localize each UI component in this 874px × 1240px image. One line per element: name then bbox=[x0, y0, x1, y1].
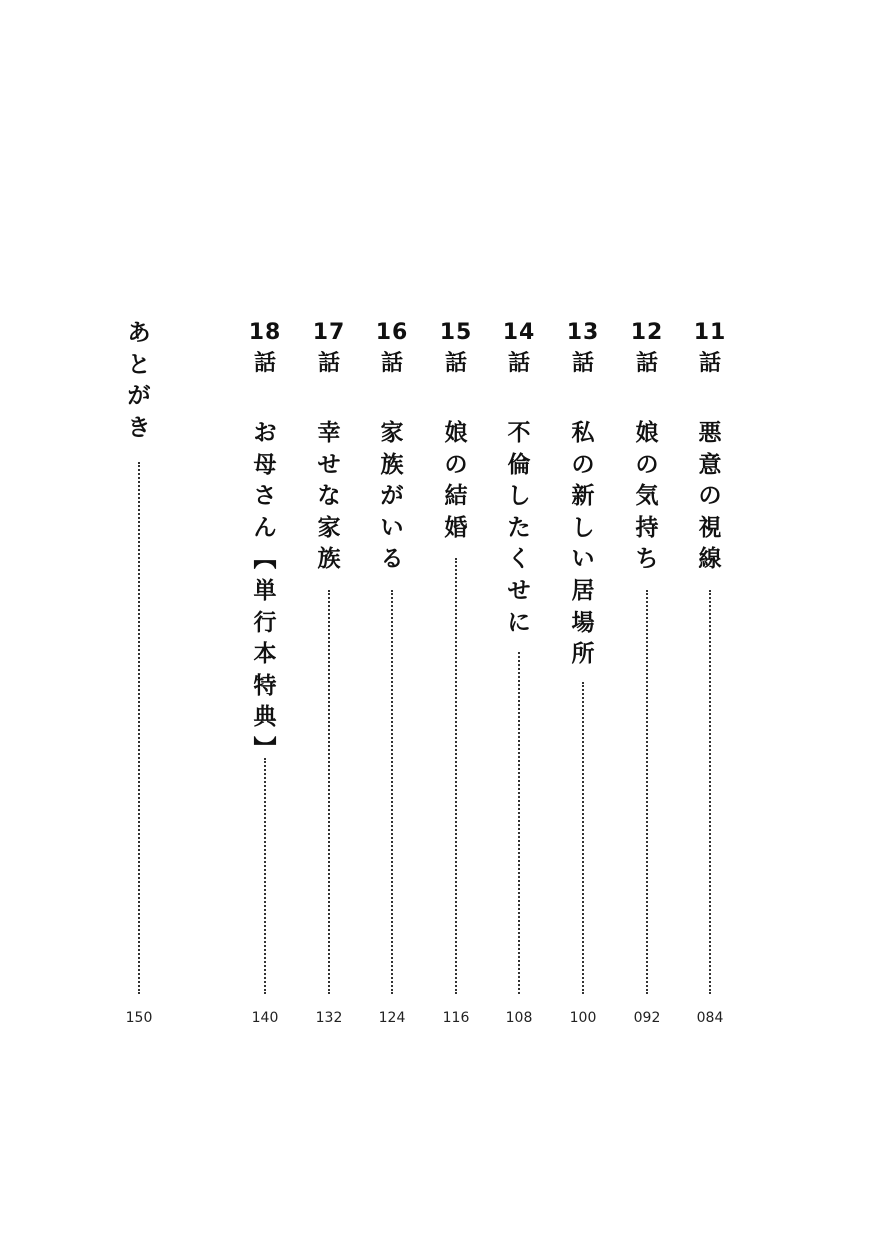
chapter-label bbox=[309, 318, 349, 380]
title-glyph: 特 bbox=[253, 672, 277, 699]
chapter-number: 11 bbox=[693, 320, 727, 345]
title-glyph: 所 bbox=[571, 641, 595, 668]
chapter-number: 17 bbox=[312, 320, 346, 345]
chapter-number: 15 bbox=[439, 320, 473, 345]
chapter-label bbox=[563, 318, 603, 380]
leader-dots bbox=[709, 590, 711, 994]
title-glyph: と bbox=[127, 351, 151, 378]
leader-dots bbox=[391, 590, 393, 994]
title-glyph: し bbox=[571, 514, 595, 541]
title-glyph: 線 bbox=[698, 546, 722, 573]
chapter-number: 16 bbox=[375, 320, 409, 345]
title-glyph: 幸 bbox=[317, 420, 341, 446]
title-glyph: 意 bbox=[698, 451, 722, 478]
title-glyph: ︻ bbox=[253, 546, 277, 573]
chapter-number: 18 bbox=[248, 320, 282, 345]
title-glyph: し bbox=[507, 483, 531, 510]
title-glyph: 本 bbox=[253, 641, 277, 668]
page-number: 140 bbox=[251, 1010, 279, 1026]
title-glyph: が bbox=[127, 383, 151, 410]
title-glyph: 典 bbox=[253, 704, 277, 731]
page-number: 124 bbox=[378, 1010, 406, 1026]
afterword-title bbox=[119, 318, 159, 444]
title-glyph: い bbox=[571, 546, 595, 573]
leader-dots bbox=[264, 758, 266, 994]
title-glyph: 娘 bbox=[635, 420, 659, 446]
page-number: 108 bbox=[505, 1010, 533, 1026]
title-glyph: 単 bbox=[253, 577, 277, 604]
toc-entry-11 bbox=[690, 318, 730, 1038]
title-glyph: に bbox=[507, 609, 531, 636]
chapter-label bbox=[627, 318, 667, 380]
title-glyph: の bbox=[698, 483, 722, 510]
page-number: 084 bbox=[696, 1010, 724, 1026]
toc-entry-18 bbox=[245, 318, 285, 1038]
title-glyph: せ bbox=[507, 577, 531, 604]
title-glyph: 場 bbox=[571, 609, 595, 636]
chapter-title bbox=[372, 418, 412, 576]
title-glyph: 家 bbox=[380, 420, 404, 446]
chapter-label bbox=[436, 318, 476, 380]
title-glyph: 倫 bbox=[507, 451, 531, 478]
chapter-suffix: 話 bbox=[444, 351, 467, 376]
title-glyph: 持 bbox=[635, 514, 659, 541]
title-glyph: ち bbox=[635, 546, 659, 573]
chapter-title bbox=[245, 418, 285, 766]
title-glyph: 新 bbox=[571, 483, 595, 510]
chapter-title bbox=[499, 418, 539, 639]
chapter-suffix: 話 bbox=[253, 351, 276, 376]
chapter-title bbox=[627, 418, 667, 576]
chapter-suffix: 話 bbox=[698, 351, 721, 376]
chapter-title bbox=[690, 418, 730, 576]
toc-entry-14 bbox=[499, 318, 539, 1038]
chapter-title bbox=[309, 418, 349, 576]
chapter-label bbox=[499, 318, 539, 380]
chapter-suffix: 話 bbox=[380, 351, 403, 376]
chapter-suffix: 話 bbox=[635, 351, 658, 376]
title-glyph: 気 bbox=[635, 483, 659, 510]
toc-entry-15 bbox=[436, 318, 476, 1038]
page-number: 116 bbox=[442, 1010, 470, 1026]
leader-dots bbox=[455, 558, 457, 994]
chapter-suffix: 話 bbox=[317, 351, 340, 376]
chapter-suffix: 話 bbox=[571, 351, 594, 376]
toc-entry-afterword bbox=[119, 318, 159, 1038]
title-glyph: の bbox=[571, 451, 595, 478]
title-glyph: 族 bbox=[317, 546, 341, 573]
title-glyph: く bbox=[507, 546, 531, 573]
title-glyph: 結 bbox=[444, 483, 468, 510]
chapter-label bbox=[690, 318, 730, 380]
title-glyph: あ bbox=[127, 320, 151, 346]
chapter-label bbox=[245, 318, 285, 380]
leader-dots bbox=[582, 682, 584, 994]
title-glyph: 不 bbox=[507, 420, 531, 446]
title-glyph: が bbox=[380, 483, 404, 510]
leader-dots bbox=[328, 590, 330, 994]
page-number: 132 bbox=[315, 1010, 343, 1026]
chapter-number: 13 bbox=[566, 320, 600, 345]
title-glyph: せ bbox=[317, 451, 341, 478]
leader-dots bbox=[518, 652, 520, 994]
chapter-suffix: 話 bbox=[507, 351, 530, 376]
title-glyph: 私 bbox=[571, 420, 595, 446]
chapter-title bbox=[563, 418, 603, 671]
title-glyph: 母 bbox=[253, 451, 277, 478]
title-glyph: い bbox=[380, 514, 404, 541]
toc-entry-13 bbox=[563, 318, 603, 1038]
page-number: 150 bbox=[125, 1010, 153, 1026]
toc-entry-12 bbox=[627, 318, 667, 1038]
title-glyph: お bbox=[253, 420, 277, 446]
leader-dots bbox=[138, 462, 140, 994]
title-glyph: ん bbox=[253, 514, 277, 541]
chapter-title bbox=[436, 418, 476, 544]
page-number: 092 bbox=[633, 1010, 661, 1026]
title-glyph: 居 bbox=[571, 577, 595, 604]
title-glyph: な bbox=[317, 483, 341, 510]
title-glyph: 家 bbox=[317, 514, 341, 541]
chapter-number: 12 bbox=[630, 320, 664, 345]
title-glyph: の bbox=[635, 451, 659, 478]
title-glyph: 族 bbox=[380, 451, 404, 478]
title-glyph: 視 bbox=[698, 514, 722, 541]
title-glyph: 娘 bbox=[444, 420, 468, 446]
toc-entry-16 bbox=[372, 318, 412, 1038]
leader-dots bbox=[646, 590, 648, 994]
chapter-label bbox=[372, 318, 412, 380]
title-glyph: の bbox=[444, 451, 468, 478]
title-glyph: き bbox=[127, 414, 151, 441]
title-glyph: さ bbox=[253, 483, 277, 510]
title-glyph: 悪 bbox=[698, 420, 722, 446]
title-glyph: ︼ bbox=[253, 735, 277, 762]
page-number: 100 bbox=[569, 1010, 597, 1026]
title-glyph: 婚 bbox=[444, 514, 468, 541]
chapter-number: 14 bbox=[502, 320, 536, 345]
title-glyph: る bbox=[380, 546, 404, 573]
title-glyph: た bbox=[507, 514, 531, 541]
toc-entry-17 bbox=[309, 318, 349, 1038]
title-glyph: 行 bbox=[253, 609, 277, 636]
